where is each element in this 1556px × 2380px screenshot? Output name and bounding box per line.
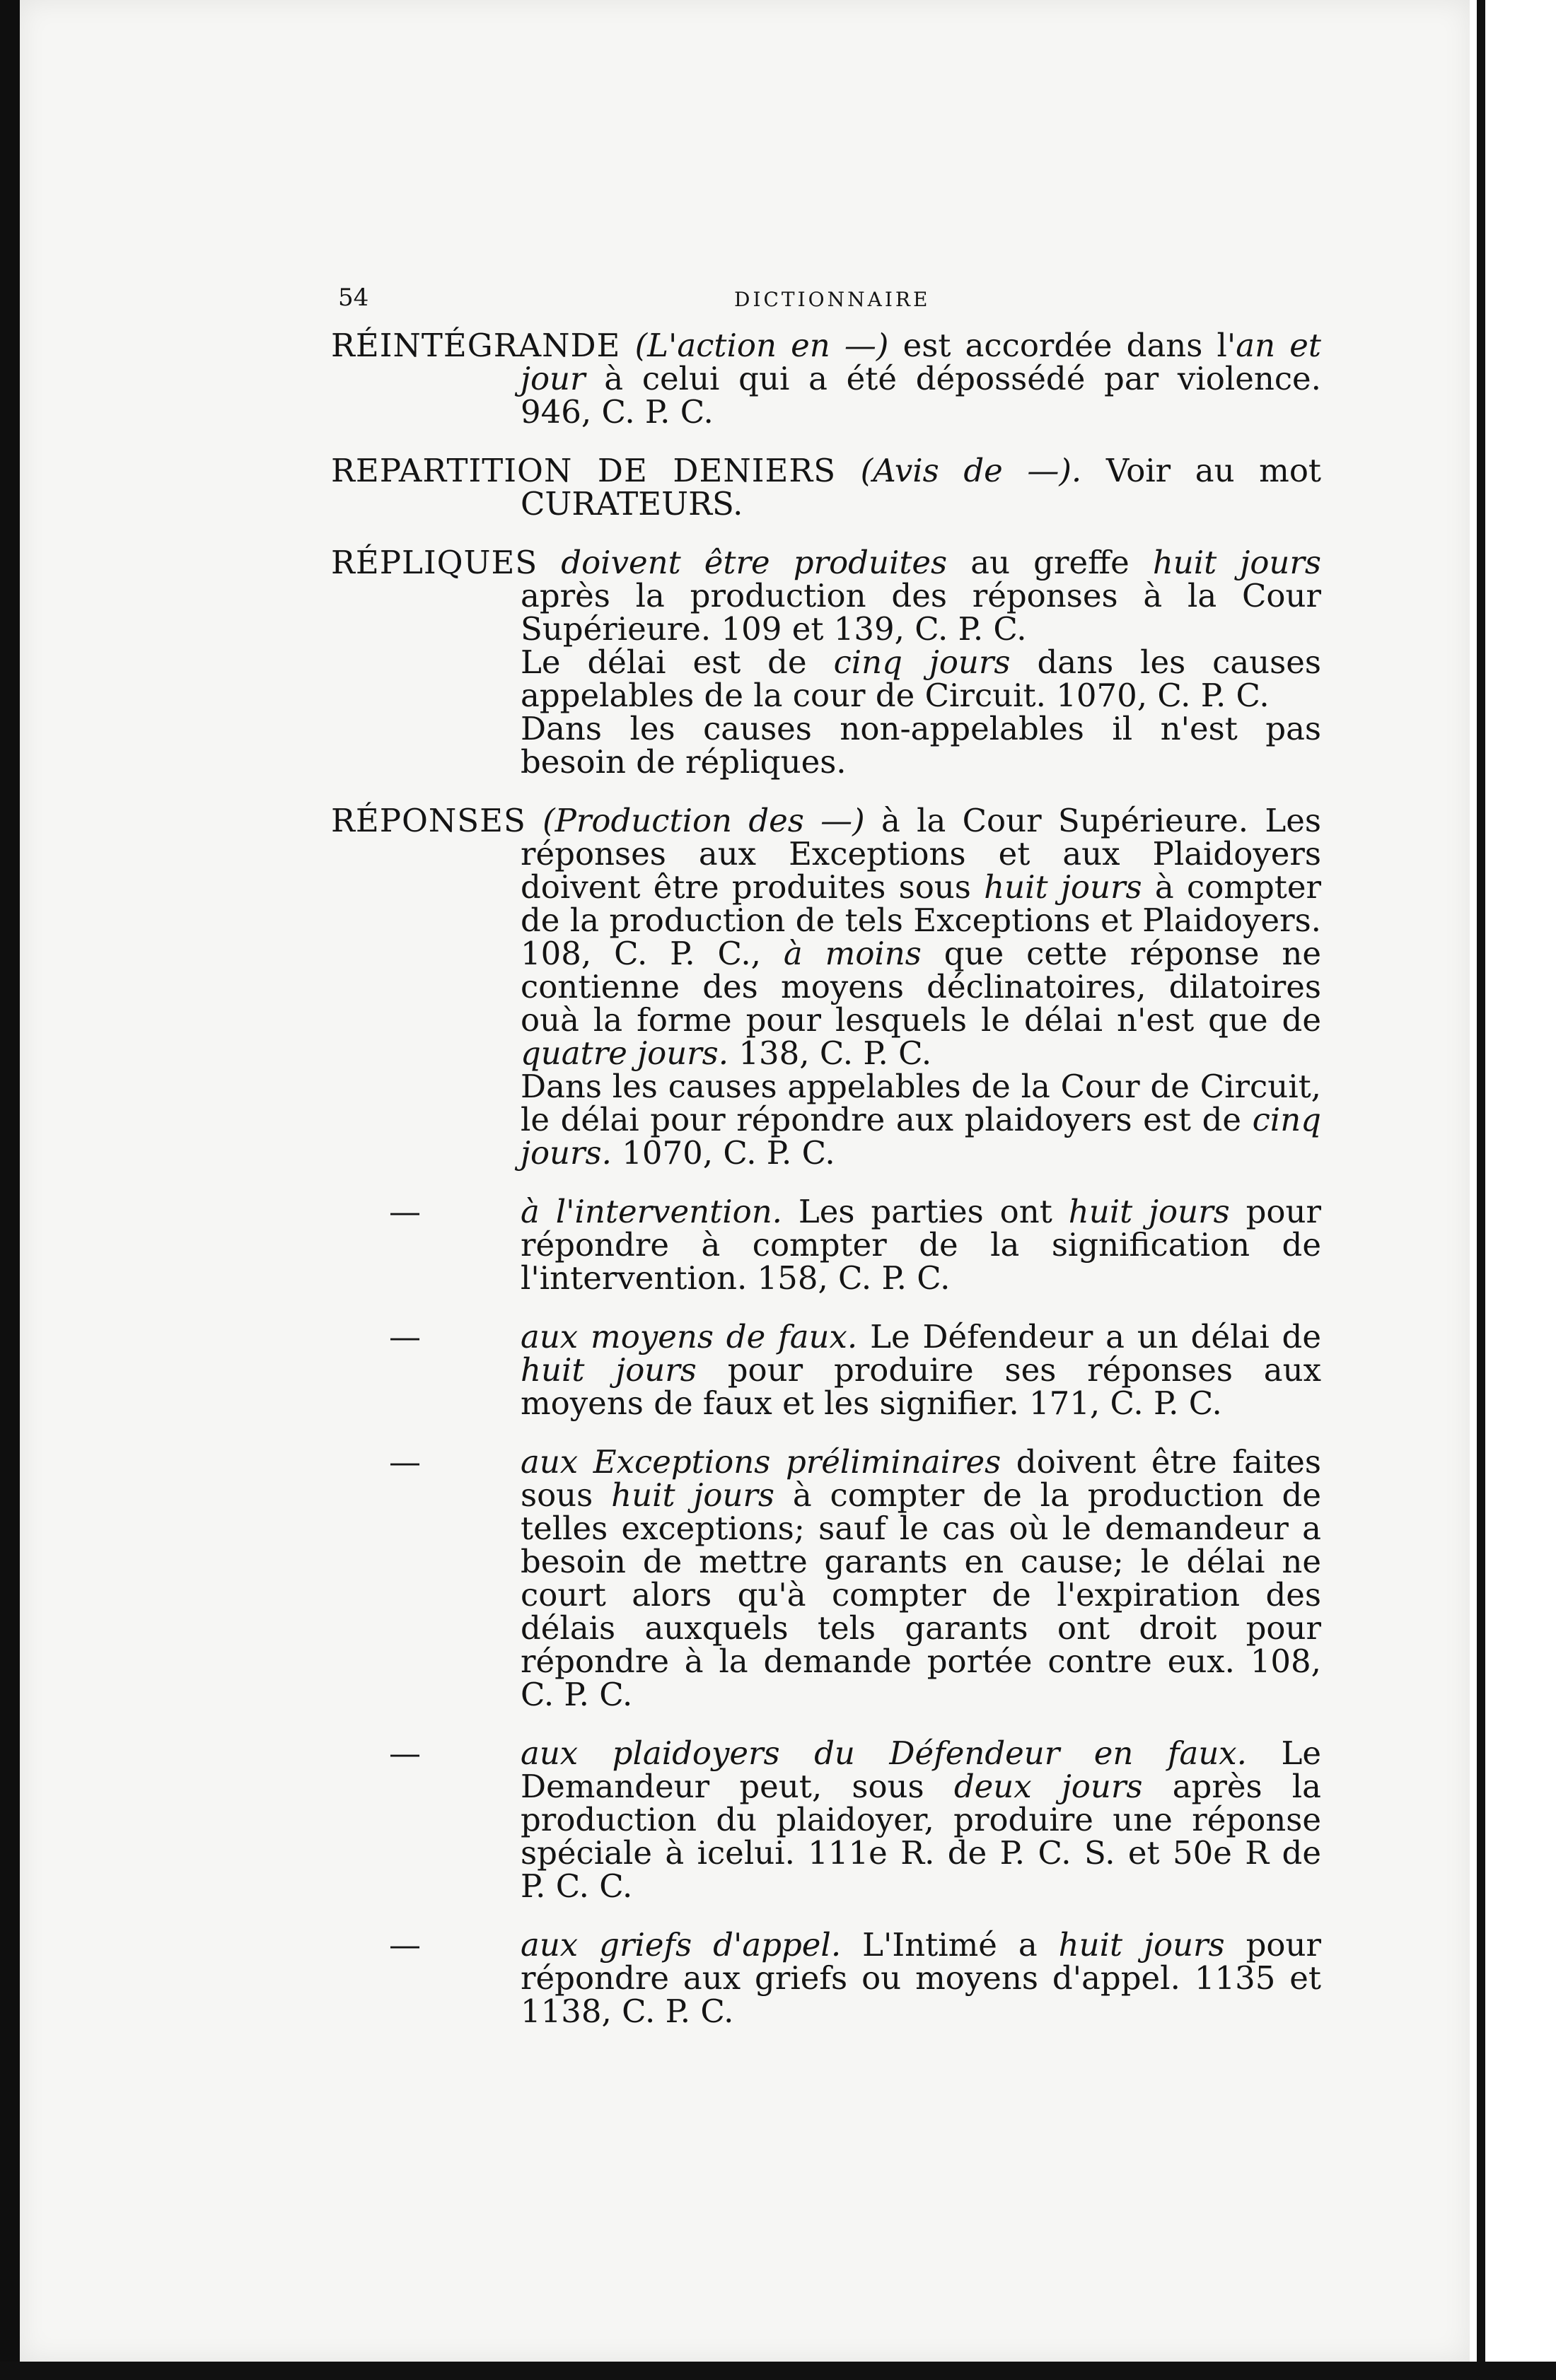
entry-text: à celui qui a été dépossédé par violence. 946, C. P. C. xyxy=(521,360,1321,431)
page-text xyxy=(331,279,1321,2053)
entry-text: après la production des réponses à la Cour Supérieure. 109 et 139, C. P. C. xyxy=(521,577,1321,648)
entry-text: pour répondre aux griefs ou moyens d'appel. 1135 et 1138, C. P. C. xyxy=(521,1926,1322,2030)
dictionary-entry xyxy=(331,544,1321,781)
entry-text: Les parties ont xyxy=(782,1193,1069,1230)
entry-text: est accordée dans l' xyxy=(888,327,1236,364)
dash-marker: — xyxy=(389,1193,421,1230)
sub-entry xyxy=(331,1320,1321,1420)
entry-text: Le Demandeur peut, sous xyxy=(521,1734,1321,1805)
scan-right-edge xyxy=(1470,0,1556,2380)
entry-text: doivent être faites sous xyxy=(521,1443,1321,1514)
entry-paragraph xyxy=(521,1068,1321,1172)
page-header xyxy=(331,279,1321,322)
entry-text: L'Intimé a xyxy=(841,1926,1059,1964)
entry-term: RÉPONSES xyxy=(331,802,526,839)
dash-marker: — xyxy=(389,1443,421,1481)
sub-entry-head: à l'intervention. xyxy=(521,1193,782,1230)
entry-italic: doivent être produites xyxy=(561,544,948,581)
sub-entry xyxy=(331,1195,1321,1295)
entry-text: 1070, C. P. C. xyxy=(611,1134,835,1172)
sub-entry xyxy=(331,1928,1321,2028)
entry-text: dans les causes appelables de la cour de Circuit. 1070, C. P. C. xyxy=(521,643,1321,714)
entry-italic: quatre jours. xyxy=(521,1034,729,1072)
entry-text: au greffe xyxy=(947,544,1153,581)
dash-marker: — xyxy=(389,1926,421,1964)
entry-italic: à moins xyxy=(783,935,922,972)
entry-text: Voir au mot CURATEURS. xyxy=(521,452,1322,523)
entry-italic: an et jour xyxy=(521,327,1321,397)
entry-term: RÉINTÉGRANDE xyxy=(331,327,621,364)
sub-entry-head: aux plaidoyers du Défendeur en faux. xyxy=(521,1734,1247,1772)
entry-italic: huit jours xyxy=(1058,1926,1225,1964)
dash-marker: — xyxy=(389,1318,421,1355)
entry-text: 138, C. P. C. xyxy=(728,1034,932,1072)
page-number: 54 xyxy=(338,284,369,312)
scan-bottom-edge xyxy=(0,2362,1556,2380)
entry-text: à la Cour Supérieure. Les réponses aux Exceptions et aux Plaidoyers doivent être produites sous xyxy=(521,802,1321,906)
sub-entry-head: aux moyens de faux. xyxy=(521,1318,858,1355)
entry-italic: huit jours xyxy=(611,1476,775,1514)
entry-qualifier: (L'action en —) xyxy=(634,327,889,364)
dictionary-entry xyxy=(331,802,1322,1172)
entry-text: Le délai est de xyxy=(521,643,834,681)
sub-entry xyxy=(331,1734,1322,1905)
entry-text: Le Défendeur a un délai de xyxy=(857,1318,1321,1355)
entry-italic: huit jours xyxy=(984,868,1142,906)
sub-entry-head: aux griefs d'appel. xyxy=(521,1926,842,1964)
entry-qualifier: (Production des —) xyxy=(542,802,865,839)
entry-paragraph xyxy=(521,643,1321,714)
entry-text: à compter de la production de tels Exceptions et Plaidoyers. 108, C. P. C., xyxy=(521,868,1322,972)
entry-text: après la production du plaidoyer, produire une réponse spéciale à icelui. 111e R. de P. C. S. et 50e R de P. C. C. xyxy=(521,1768,1322,1905)
entry-text: pour répondre à compter de la signification de l'intervention. 158, C. P. C. xyxy=(521,1193,1322,1297)
entry-paragraph: Dans les causes non-appelables il n'est pas besoin de répliques. xyxy=(521,710,1321,781)
entry-italic: huit jours xyxy=(1152,544,1321,581)
entry-text: pour produire ses réponses aux moyens de faux et les signifier. 171, C. P. C. xyxy=(521,1351,1322,1422)
sub-entry-head: aux Exceptions préliminaires xyxy=(521,1443,1001,1481)
entry-italic: deux jours xyxy=(953,1768,1143,1805)
dictionary-entry xyxy=(331,327,1321,431)
dash-marker: — xyxy=(389,1734,421,1772)
sub-entry xyxy=(331,1445,1321,1711)
entry-italic: huit jours xyxy=(521,1351,697,1389)
entry-qualifier: (Avis de —). xyxy=(860,452,1082,489)
entry-text: Dans les causes appelables de la Cour de Circuit, le délai pour répondre aux plaidoyers est de xyxy=(521,1068,1321,1138)
entry-term: REPARTITION DE DENIERS xyxy=(331,452,837,489)
entry-text: à compter de la production de telles exceptions; sauf le cas où le demandeur a besoin de mettre garants en cause; le délai ne court alors qu'à compter de l'expiration des délais auxquels tels garants ont droit pour répondre à la demande portée contre eux. 108, C. P. C. xyxy=(521,1476,1321,1713)
entry-term: RÉPLIQUES xyxy=(331,544,538,581)
dictionary-entry xyxy=(331,452,1322,523)
entry-italic: huit jours xyxy=(1068,1193,1230,1230)
running-head: DICTIONNAIRE xyxy=(734,288,931,311)
scan-left-edge xyxy=(0,0,20,2380)
entry-italic: cinq jours xyxy=(833,643,1011,681)
entry-text: que cette réponse ne contienne des moyens déclinatoires, dilatoires ouà la forme pour lesquels le délai n'est que de xyxy=(521,935,1321,1039)
entry-italic: cinq jours. xyxy=(521,1101,1321,1172)
